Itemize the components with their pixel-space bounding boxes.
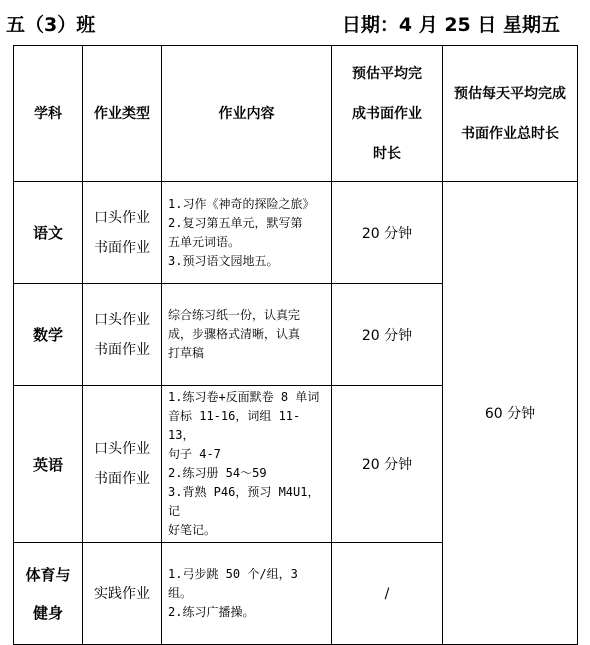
content-line: 3.背熟 P46，预习 M4U1，记 [168, 485, 320, 518]
content-line: 五单元词语。 [168, 234, 241, 249]
col-header-est-time-line: 成书面作业 [352, 105, 422, 122]
type-cell [83, 386, 162, 543]
col-header-est-time-line: 时长 [373, 145, 401, 162]
class-title: 五（3）班 [6, 14, 96, 36]
type-item: 书面作业 [94, 341, 150, 358]
type-item: 实践作业 [94, 585, 150, 602]
subject-cell: 数学 [14, 284, 83, 386]
type-item: 口头作业 [94, 311, 150, 328]
subject-line: 健身 [32, 603, 63, 622]
time-cell: 20 分钟 [332, 386, 443, 543]
subject-line: 体育与 [25, 565, 71, 584]
content-line: 音标 11-16，词组 11-13， [168, 409, 301, 442]
col-header-type: 作业类型 [83, 46, 162, 182]
header-row [14, 46, 578, 182]
time-cell: 20 分钟 [332, 182, 443, 284]
table-row [14, 182, 578, 284]
col-header-content: 作业内容 [162, 46, 332, 182]
type-cell [83, 284, 162, 386]
total-time-cell: 60 分钟 [443, 182, 578, 645]
content-line: 句子 4-7 [168, 447, 221, 461]
col-header-est-time-line: 预估平均完 [352, 65, 422, 82]
type-cell [83, 182, 162, 284]
content-cell [162, 386, 332, 543]
col-header-total-time [443, 46, 578, 182]
content-line: 成，步骤格式清晰，认真 [168, 327, 301, 341]
type-item: 口头作业 [94, 209, 150, 226]
content-cell [162, 182, 332, 284]
col-header-total-time-line: 预估每天平均完成 [454, 85, 566, 102]
content-cell [162, 543, 332, 645]
content-line: 打草稿 [168, 346, 205, 360]
col-header-est-time [332, 46, 443, 182]
time-cell: 20 分钟 [332, 284, 443, 386]
content-line: 2.练习册 54～59 [168, 466, 267, 480]
content-line: 2.复习第五单元，默写第 [168, 215, 303, 230]
content-line: 综合练习纸一份，认真完 [168, 308, 301, 322]
time-cell: / [332, 543, 443, 645]
col-header-total-time-line: 书面作业总时长 [461, 125, 559, 142]
homework-table [13, 45, 578, 645]
content-line: 2.练习广播操。 [168, 605, 255, 619]
content-line: 1.弓步跳 50 个/组，3 组。 [168, 567, 298, 600]
subject-cell: 语文 [14, 182, 83, 284]
type-item: 书面作业 [94, 239, 150, 256]
content-line: 3.预习语文园地五。 [168, 253, 279, 268]
type-item: 口头作业 [94, 441, 150, 457]
content-line: 好笔记。 [168, 523, 217, 537]
col-header-subject: 学科 [14, 46, 83, 182]
date-line: 日期：4 月 25 日 星期五 [341, 14, 560, 36]
content-cell [162, 284, 332, 386]
content-line: 1.练习卷+反面默卷 8 单词 [168, 390, 320, 404]
content-line: 1.习作《神奇的探险之旅》 [168, 196, 315, 211]
type-cell [83, 543, 162, 645]
subject-cell [14, 543, 83, 645]
subject-cell: 英语 [14, 386, 83, 543]
type-item: 书面作业 [94, 471, 150, 487]
